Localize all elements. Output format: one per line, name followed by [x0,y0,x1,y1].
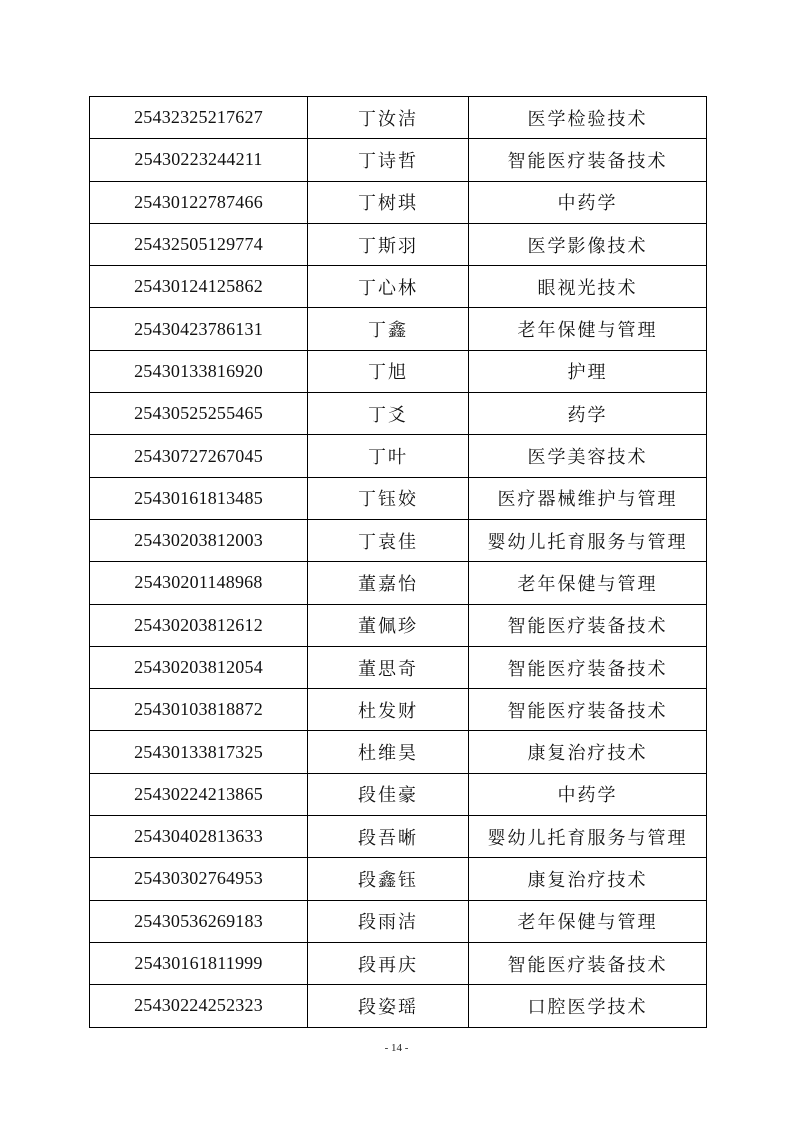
student-id-cell: 25430402813633 [90,816,308,858]
table-row [90,900,707,942]
student-id-cell: 25430727267045 [90,435,308,477]
major-cell: 老年保健与管理 [469,308,707,350]
major-cell: 智能医疗装备技术 [469,646,707,688]
student-name-cell: 段雨洁 [308,900,469,942]
student-name-cell: 杜发财 [308,689,469,731]
page-number: - 14 - [384,1042,409,1054]
student-name-cell: 段鑫钰 [308,858,469,900]
student-id-cell: 25430122787466 [90,181,308,223]
major-cell: 智能医疗装备技术 [469,689,707,731]
student-id-cell: 25430224252323 [90,985,308,1027]
table-row [90,562,707,604]
major-cell: 老年保健与管理 [469,562,707,604]
table-row [90,646,707,688]
student-name-cell: 丁袁佳 [308,519,469,561]
student-id-cell: 25430536269183 [90,900,308,942]
student-name-cell: 丁爻 [308,393,469,435]
student-name-cell: 丁鑫 [308,308,469,350]
student-id-cell: 25430133816920 [90,350,308,392]
student-id-cell: 25430224213865 [90,773,308,815]
student-id-cell: 25430161811999 [90,942,308,984]
major-cell: 康复治疗技术 [469,731,707,773]
student-name-cell: 段吾晰 [308,816,469,858]
student-id-cell: 25430203812054 [90,646,308,688]
student-name-cell: 丁斯羽 [308,223,469,265]
table-row [90,435,707,477]
table-row [90,223,707,265]
student-id-cell: 25430103818872 [90,689,308,731]
student-id-cell: 25430423786131 [90,308,308,350]
major-cell: 智能医疗装备技术 [469,139,707,181]
major-cell: 医学美容技术 [469,435,707,477]
student-name-cell: 丁心林 [308,266,469,308]
table-row [90,604,707,646]
student-name-cell: 段再庆 [308,942,469,984]
major-cell: 老年保健与管理 [469,900,707,942]
table-row [90,816,707,858]
major-cell: 口腔医学技术 [469,985,707,1027]
table-row [90,97,707,139]
student-name-cell: 董佩珍 [308,604,469,646]
major-cell: 眼视光技术 [469,266,707,308]
student-id-cell: 25430203812612 [90,604,308,646]
table-row [90,350,707,392]
student-name-cell: 董思奇 [308,646,469,688]
student-roster-table [89,96,707,1028]
table-row [90,773,707,815]
major-cell: 康复治疗技术 [469,858,707,900]
student-name-cell: 杜维昊 [308,731,469,773]
student-name-cell: 段佳豪 [308,773,469,815]
major-cell: 智能医疗装备技术 [469,942,707,984]
student-name-cell: 丁旭 [308,350,469,392]
student-id-cell: 25430223244211 [90,139,308,181]
major-cell: 中药学 [469,181,707,223]
table-row [90,858,707,900]
table-row [90,519,707,561]
student-name-cell: 丁诗哲 [308,139,469,181]
student-name-cell: 丁钰姣 [308,477,469,519]
roster-table-body [90,97,707,1028]
major-cell: 护理 [469,350,707,392]
student-id-cell: 25430203812003 [90,519,308,561]
major-cell: 医学检验技术 [469,97,707,139]
table-row [90,689,707,731]
student-id-cell: 25430525255465 [90,393,308,435]
table-row [90,139,707,181]
major-cell: 医疗器械维护与管理 [469,477,707,519]
major-cell: 医学影像技术 [469,223,707,265]
table-row [90,731,707,773]
table-row [90,477,707,519]
major-cell: 中药学 [469,773,707,815]
table-row [90,266,707,308]
major-cell: 智能医疗装备技术 [469,604,707,646]
student-id-cell: 25430161813485 [90,477,308,519]
major-cell: 婴幼儿托育服务与管理 [469,519,707,561]
student-id-cell: 25430302764953 [90,858,308,900]
student-name-cell: 丁叶 [308,435,469,477]
student-id-cell: 25432505129774 [90,223,308,265]
table-row [90,942,707,984]
major-cell: 药学 [469,393,707,435]
student-name-cell: 董嘉怡 [308,562,469,604]
student-name-cell: 丁汝洁 [308,97,469,139]
student-id-cell: 25430201148968 [90,562,308,604]
student-id-cell: 25430124125862 [90,266,308,308]
table-row [90,393,707,435]
table-row [90,308,707,350]
table-row [90,985,707,1027]
table-row [90,181,707,223]
student-id-cell: 25430133817325 [90,731,308,773]
student-id-cell: 25432325217627 [90,97,308,139]
student-name-cell: 丁树琪 [308,181,469,223]
major-cell: 婴幼儿托育服务与管理 [469,816,707,858]
student-name-cell: 段姿瑶 [308,985,469,1027]
